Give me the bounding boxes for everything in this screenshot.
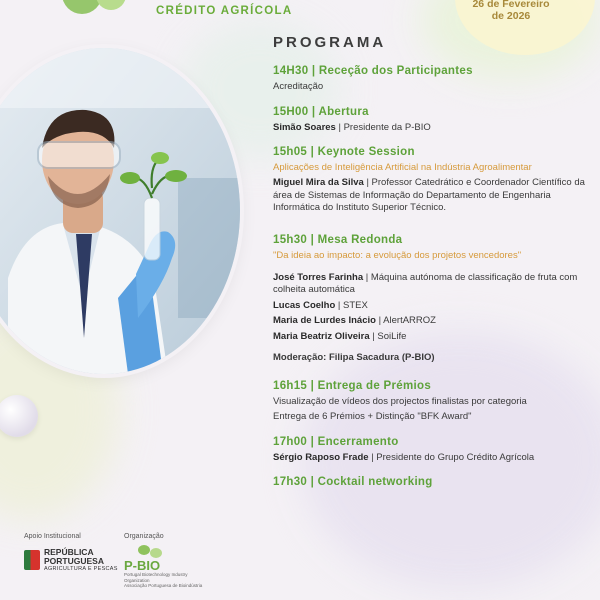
speaker-line <box>273 177 593 215</box>
republica-line2: PORTUGUESA <box>44 556 104 566</box>
session-heading: 15H00 | Abertura <box>273 105 369 118</box>
republica-line3: AGRICULTURA E PESCAS <box>44 566 118 572</box>
speaker-name: Miguel Mira da Silva <box>273 177 364 188</box>
panelist-name: José Torres Farinha <box>273 271 364 283</box>
session-closing <box>273 435 593 465</box>
panelist-name: Lucas Coelho <box>273 299 336 311</box>
speaker-name: Simão Soares <box>273 121 336 133</box>
session-line: Acreditação <box>273 81 324 92</box>
pbio-sub1: Portugal Biotechnology Industry Organization <box>124 572 188 583</box>
session-subtitle: "Da ideia ao impacto: a evolução dos projetos vencedores" <box>273 249 522 261</box>
session-heading: 15h30 | Mesa Redonda <box>273 233 403 246</box>
panelist-name: Maria Beatriz Oliveira <box>273 330 370 342</box>
pbio-sub2: Associação Portuguesa de Bioindústria <box>124 583 203 588</box>
brand-subtitle: CRÉDITO AGRÍCOLA <box>156 5 293 17</box>
speaker-name: Sérgio Raposo Frade <box>273 451 369 463</box>
session-heading: 17h00 | Encerramento <box>273 435 399 448</box>
event-date-line1: 26 de Fevereiro <box>472 0 550 10</box>
event-date-line2: de 2026 <box>491 10 531 22</box>
republica-text <box>44 548 118 572</box>
support-block <box>24 533 118 572</box>
session-keynote <box>273 145 593 215</box>
panelist-line <box>273 272 593 297</box>
speaker-role: | Presidente do Grupo Crédito Agrícola <box>368 451 535 463</box>
session-subtitle: Aplicações de Inteligência Artificial na Indústria Agroalimentar <box>273 162 532 173</box>
program-title: PROGRAMA <box>273 34 387 51</box>
organization-block <box>124 533 214 589</box>
pbio-leaf-icon <box>124 545 166 559</box>
panelist-detail: | SoiLife <box>369 330 407 342</box>
session-opening <box>273 105 593 135</box>
speaker-line <box>273 452 593 465</box>
session-roundtable <box>273 233 593 365</box>
session-heading: 16h15 | Entrega de Prémios <box>273 379 432 392</box>
session-awards <box>273 379 593 424</box>
support-label: Apoio Institucional <box>24 533 81 540</box>
speaker-role: | Presidente da P-BIO <box>335 121 431 133</box>
panelist-line <box>273 315 593 328</box>
panelist-line <box>273 331 593 344</box>
portugal-flag-icon <box>24 550 40 570</box>
speaker-line <box>273 122 593 135</box>
republica-logo <box>24 548 118 572</box>
session-line: Entrega de 6 Prémios + Distinção "BFK Award" <box>273 411 472 422</box>
pbio-name: P-BIO <box>124 558 161 573</box>
panelist-detail: | STEX <box>335 299 368 311</box>
moderation-line: Moderação: Filipa Sacadura (P-BIO) <box>273 352 435 363</box>
session-heading: 17h30 | Cocktail networking <box>273 476 433 488</box>
panelist-line <box>273 300 593 313</box>
leaf-logo-icon <box>96 0 126 10</box>
leaf-logo-icon <box>62 0 102 14</box>
session-line: Visualização de vídeos dos projectos finalistas por categoria <box>273 395 527 407</box>
speaker-role: | Professor Catedrático e Coordenador Científico da área de Sistemas de Informação do Departamento de Engenharia Informática do Instituto Superior Técnico. <box>273 177 585 213</box>
program-section <box>273 34 593 500</box>
session-heading: 15h05 | Keynote Session <box>273 146 415 158</box>
session-cocktail <box>273 475 593 489</box>
panelist-name: Maria de Lurdes Inácio <box>273 315 376 326</box>
event-date <box>466 0 556 22</box>
panelist-detail: | AlertARROZ <box>375 315 436 326</box>
session-reception <box>273 64 593 94</box>
organization-label: Organização <box>124 533 164 540</box>
republica-line1: REPÚBLICA <box>44 547 94 557</box>
session-heading: 14H30 | Receção dos Participantes <box>273 65 473 77</box>
panelist-detail: | Máquina autónoma de classificação de fruta com colheita automática <box>273 271 578 295</box>
